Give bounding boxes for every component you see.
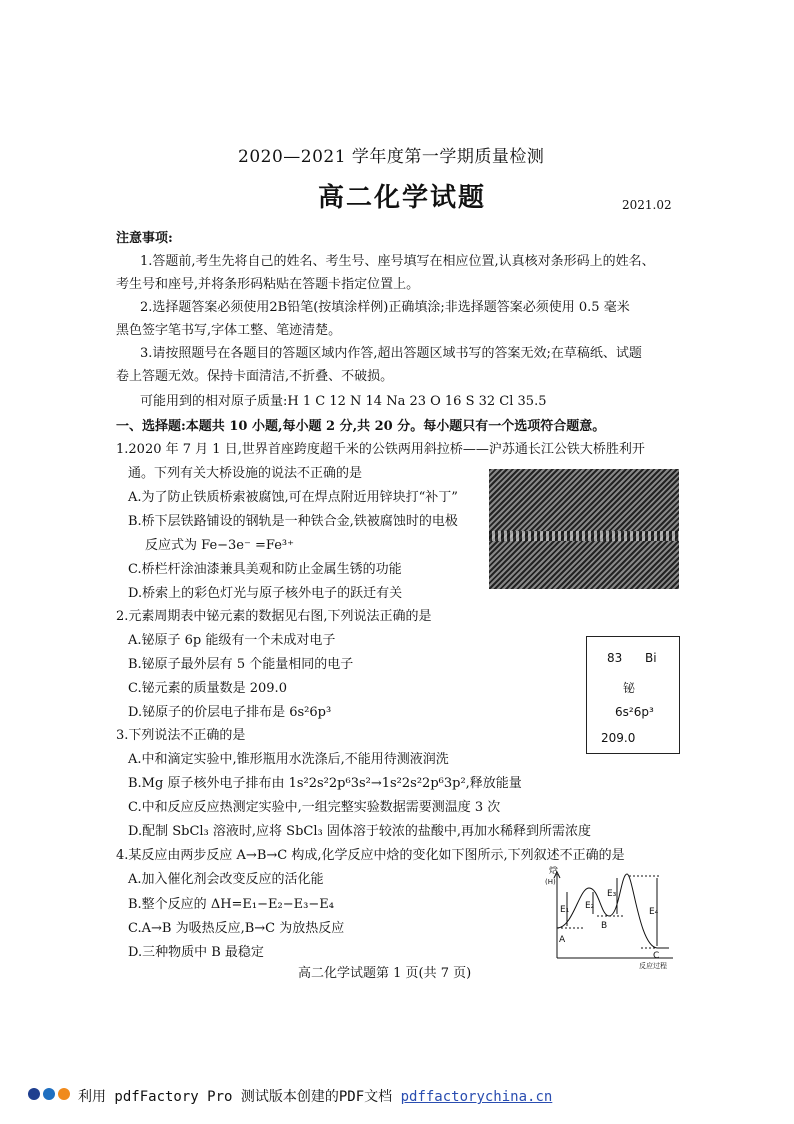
q4-option-a: A.加入催化剂会改变反应的活化能 [128, 872, 324, 887]
q1-stem-line2: 通。下列有关大桥设施的说法不正确的是 [128, 466, 363, 481]
exam-date: 2021.02 [622, 198, 672, 212]
point-b: B [601, 921, 608, 931]
label-e4: E₄ [649, 907, 659, 917]
notice-item2-line2: 黑色签字笔书写,字体工整、笔迹清楚。 [116, 323, 342, 338]
label-e3: E₃ [607, 889, 617, 899]
notice-title: 注意事项: [116, 231, 173, 246]
q1-option-a: A.为了防止铁质桥索被腐蚀,可在焊点附近用锌块打“补丁” [128, 490, 458, 505]
enthalpy-diagram [545, 866, 685, 970]
notice-item1-line1: 1.答题前,考生先将自己的姓名、考生号、座号填写在相应位置,认真核对条形码上的姓名、 [140, 254, 655, 269]
bi-symbol: Bi [645, 651, 657, 665]
point-c: C [653, 951, 660, 961]
label-e2: E₂ [585, 901, 595, 911]
watermark-text: 利用 pdfFactory Pro 测试版本创建的PDF文档 [78, 1089, 393, 1105]
watermark-dot-2 [43, 1088, 55, 1100]
bi-config: 6s²6p³ [615, 705, 654, 719]
q1-option-c: C.桥栏杆涂油漆兼具美观和防止金属生锈的功能 [128, 562, 402, 577]
bi-mass: 209.0 [601, 731, 636, 745]
subject-title: 高二化学试题 [318, 183, 487, 213]
notice-item1-line2: 考生号和座号,并将条形码粘贴在答题卡指定位置上。 [116, 277, 420, 292]
label-e1: E₁ [560, 905, 570, 915]
notice-item3-line1: 3.请按照题号在各题目的答题区域内作答,超出答题区域书写的答案无效;在草稿纸、试题 [140, 346, 642, 361]
watermark-link[interactable]: pdffactorychina.cn [400, 1089, 553, 1105]
q1-option-b-line2: 反应式为 Fe−3e⁻ =Fe³⁺ [145, 538, 294, 553]
y-axis-unit: (H) [545, 878, 556, 886]
watermark-line [78, 1086, 552, 1106]
q1-stem-line1: 1.2020 年 7 月 1 日,世界首座跨度超千米的公铁两用斜拉桥——沪苏通长江公铁大桥胜利开 [116, 442, 645, 457]
atomic-masses: 可能用到的相对原子质量:H 1 C 12 N 14 Na 23 O 16 S 32 Cl 35.5 [140, 394, 547, 409]
q1-option-d: D.桥索上的彩色灯光与原子核外电子的跃迁有关 [128, 586, 403, 601]
q2-option-c: C.铋元素的质量数是 209.0 [128, 681, 287, 696]
exam-year-title: 2020—2021 学年度第一学期质量检测 [238, 147, 545, 167]
q4-option-d: D.三种物质中 B 最稳定 [128, 945, 264, 960]
q3-option-c: C.中和反应反应热测定实验中,一组完整实验数据需要测温度 3 次 [128, 800, 501, 815]
q2-option-b: B.铋原子最外层有 5 个能量相同的电子 [128, 657, 354, 672]
q3-stem: 3.下列说法不正确的是 [116, 728, 246, 743]
q2-option-d: D.铋原子的价层电子排布是 6s²6p³ [128, 705, 332, 720]
bridge-photo [489, 469, 679, 589]
page-footer: 高二化学试题第 1 页(共 7 页) [298, 966, 472, 981]
y-axis-label: 焓 [549, 866, 559, 876]
q3-option-b: B.Mg 原子核外电子排布由 1s²2s²2p⁶3s²→1s²2s²2p⁶3p²,释放能量 [128, 776, 522, 791]
x-axis-label: 反应过程 [639, 962, 667, 970]
q2-stem: 2.元素周期表中铋元素的数据见右图,下列说法正确的是 [116, 609, 432, 624]
q1-option-b-line1: B.桥下层铁路铺设的钢轨是一种铁合金,铁被腐蚀时的电极 [128, 514, 458, 529]
watermark-dot-1 [28, 1088, 40, 1100]
bi-name: 铋 [623, 681, 636, 695]
section1-title: 一、选择题:本题共 10 小题,每小题 2 分,共 20 分。每小题只有一个选项符合题意。 [116, 419, 606, 434]
point-a: A [559, 935, 566, 945]
notice-item2-line1: 2.选择题答案必须使用2B铅笔(按填涂样例)正确填涂;非选择题答案必须使用 0.5 毫米 [140, 300, 630, 315]
bi-atomic-number: 83 [607, 651, 623, 665]
q3-option-d: D.配制 SbCl₃ 溶液时,应将 SbCl₃ 固体溶于较浓的盐酸中,再加水稀释到所需浓度 [128, 824, 591, 839]
bismuth-element-box [586, 636, 680, 754]
q2-option-a: A.铋原子 6p 能级有一个未成对电子 [128, 633, 336, 648]
q4-option-b: B.整个反应的 ΔH=E₁−E₂−E₃−E₄ [128, 897, 334, 912]
q4-option-c: C.A→B 为吸热反应,B→C 为放热反应 [128, 921, 345, 936]
notice-item3-line2: 卷上答题无效。保持卡面清洁,不折叠、不破损。 [116, 369, 394, 384]
q4-stem: 4.某反应由两步反应 A→B→C 构成,化学反应中焓的变化如下图所示,下列叙述不正确的是 [116, 848, 625, 863]
watermark-dot-3 [58, 1088, 70, 1100]
q3-option-a: A.中和滴定实验中,锥形瓶用水洗涤后,不能用待测液润洗 [128, 752, 449, 767]
